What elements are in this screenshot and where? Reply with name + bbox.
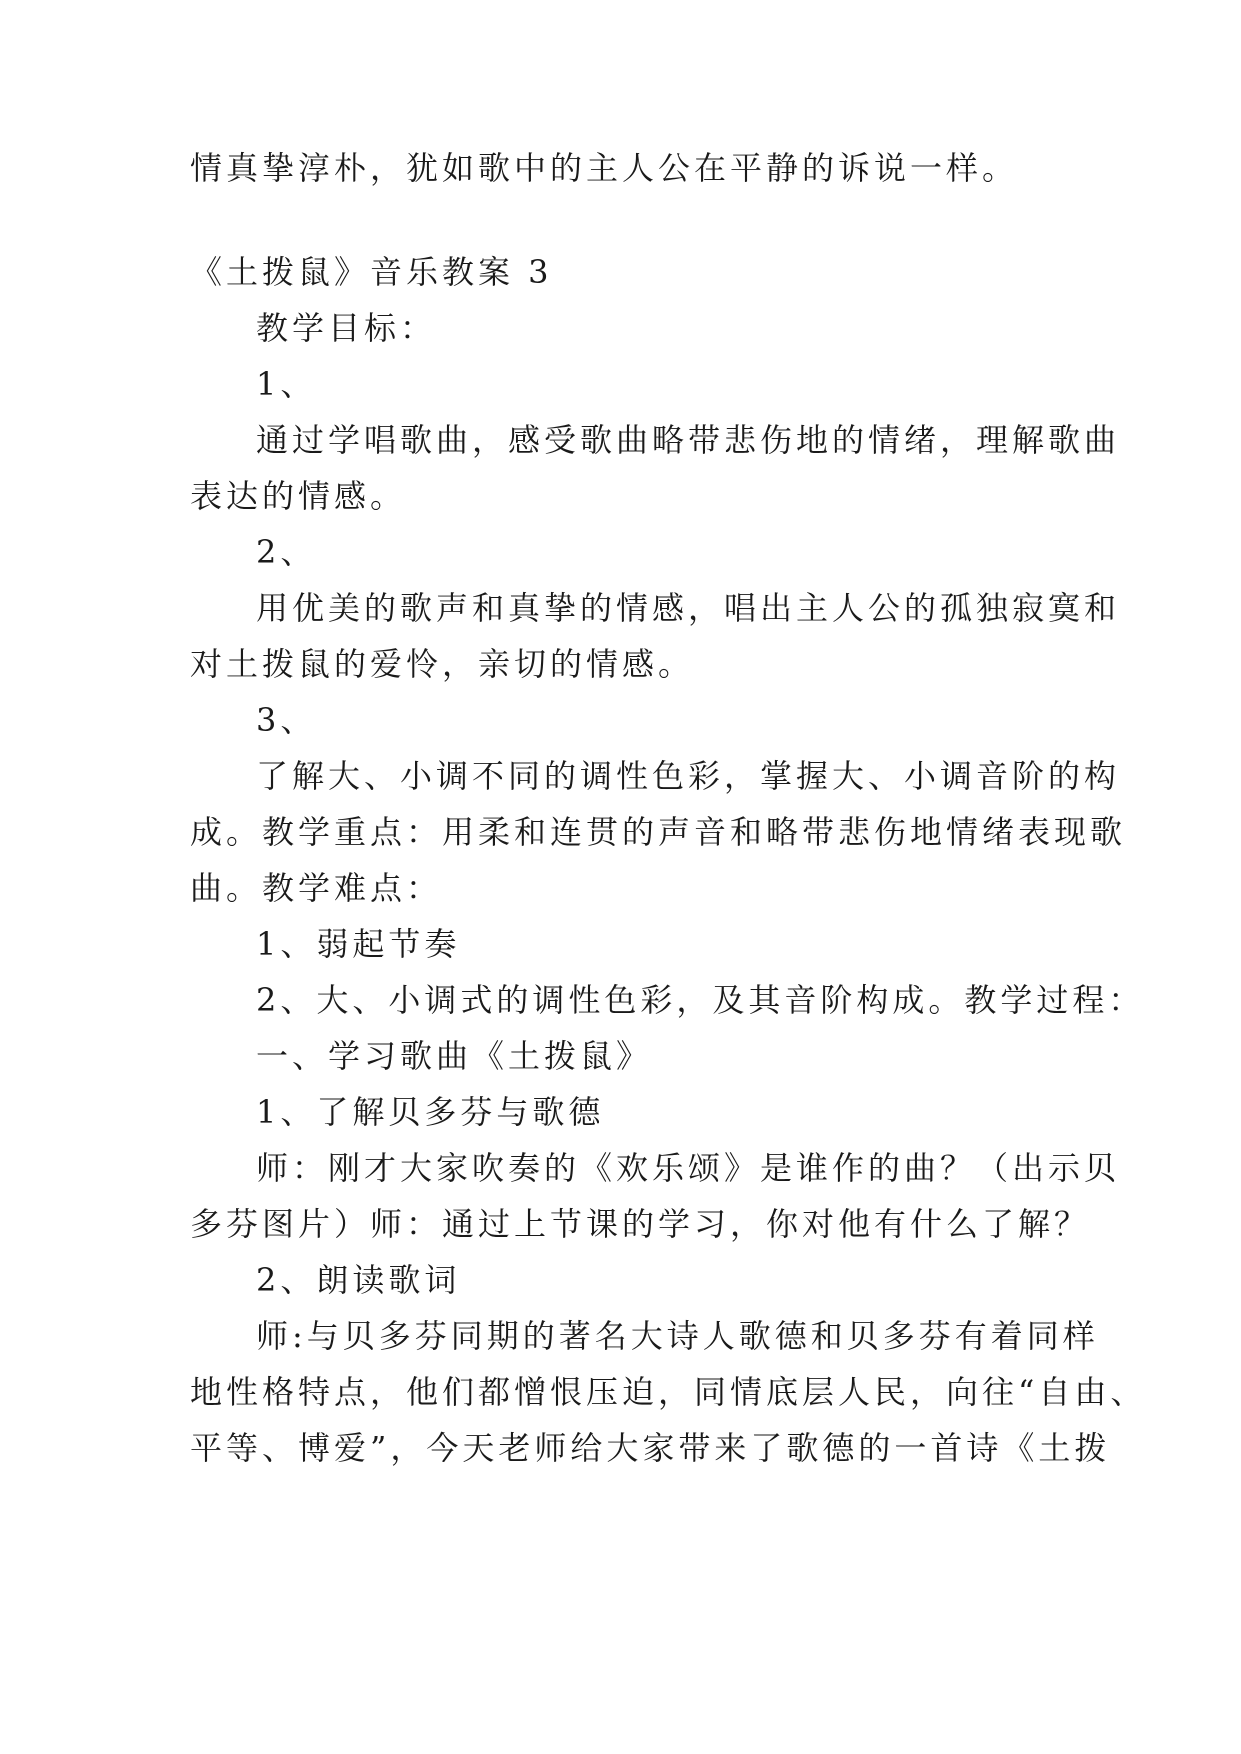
text-line-18: 师：刚才大家吹奏的《欢乐颂》是谁作的曲？（出示贝 (256, 1149, 1121, 1187)
text-line-22: 地性格特点，他们都憎恨压迫，同情底层人民，向往“自由、 (190, 1373, 1147, 1411)
text-line-16: 一、学习歌曲《土拨鼠》 (256, 1037, 653, 1075)
text-line-15: 2、大、小调式的调性色彩，及其音阶构成。教学过程： (256, 981, 1145, 1019)
text-line-23: 平等、博爱”，今天老师给大家带来了歌德的一首诗《土拨 (190, 1429, 1111, 1467)
text-line-9: 对土拨鼠的爱怜，亲切的情感。 (190, 645, 695, 683)
text-line-6: 表达的情感。 (190, 477, 407, 515)
text-line-21: 师:与贝多芬同期的著名大诗人歌德和贝多芬有着同样 (256, 1317, 1099, 1355)
text-line-10: 3、 (256, 701, 317, 739)
text-line-20: 2、朗读歌词 (256, 1261, 461, 1299)
text-line-14: 1、弱起节奏 (256, 925, 461, 963)
text-line-19: 多芬图片）师：通过上节课的学习，你对他有什么了解？ (190, 1205, 1091, 1243)
section-title: 《土拨鼠》音乐教案 3 (190, 253, 553, 291)
text-line-4: 1、 (256, 365, 317, 403)
text-line-8: 用优美的歌声和真挚的情感，唱出主人公的孤独寂寞和 (256, 589, 1121, 627)
text-line-7: 2、 (256, 533, 317, 571)
text-line-13: 曲。教学难点： (190, 869, 443, 907)
text-line-11: 了解大、小调不同的调性色彩，掌握大、小调音阶的构 (256, 757, 1121, 795)
text-line-1: 情真挚淳朴，犹如歌中的主人公在平静的诉说一样。 (190, 149, 1019, 187)
text-line-17: 1、了解贝多芬与歌德 (256, 1093, 605, 1131)
text-line-12: 成。教学重点：用柔和连贯的声音和略带悲伤地情绪表现歌 (190, 813, 1127, 851)
text-line-3: 教学目标： (256, 309, 437, 347)
text-line-5: 通过学唱歌曲，感受歌曲略带悲伤地的情绪，理解歌曲 (256, 421, 1121, 459)
